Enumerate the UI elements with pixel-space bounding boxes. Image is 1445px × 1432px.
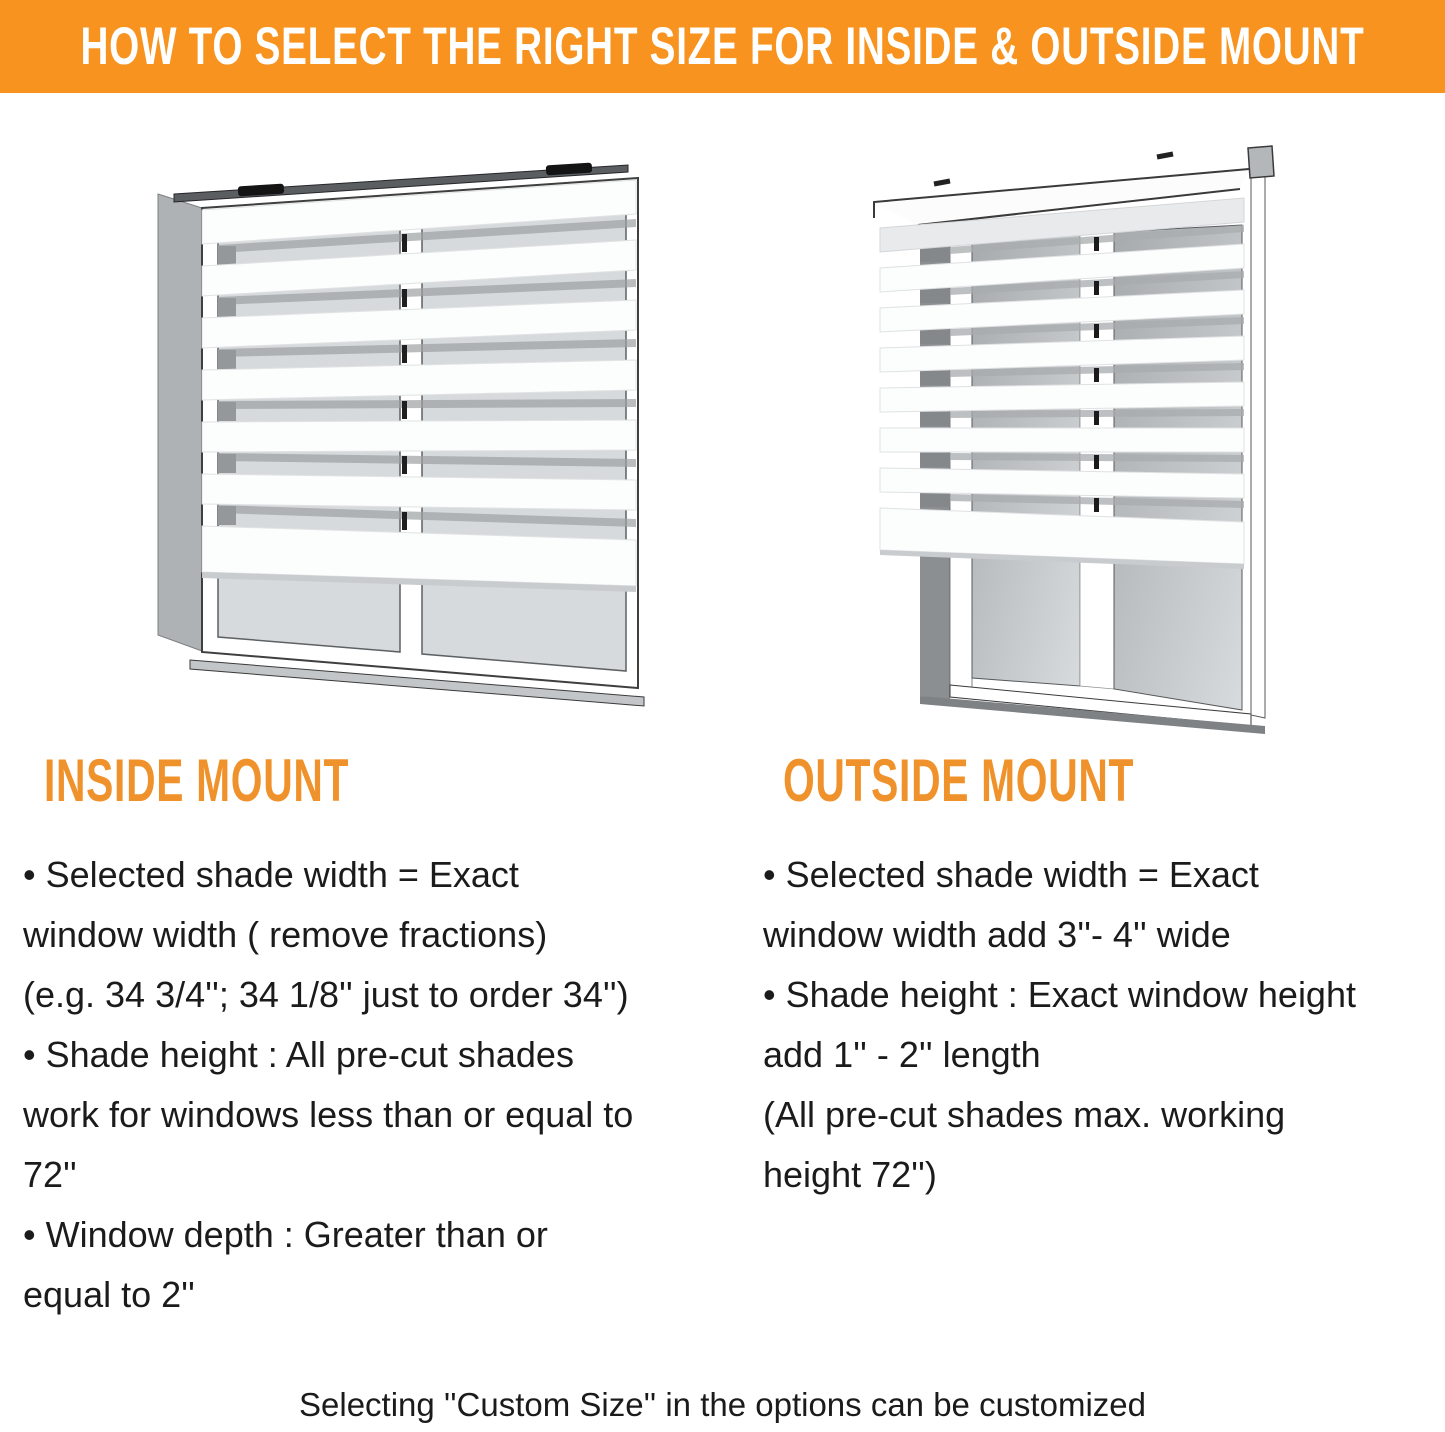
inside-mount-instructions — [23, 845, 715, 1325]
custom-size-note: Selecting ''Custom Size'' in the options can be customized — [299, 1386, 1146, 1423]
instruction-line: • Selected shade width = Exact — [763, 854, 1259, 895]
instruction-line: equal to 2'' — [23, 1274, 195, 1315]
instruction-line: height 72'') — [763, 1154, 937, 1195]
instruction-line: • Shade height : Exact window height — [763, 974, 1356, 1015]
instruction-line: • Window depth : Greater than or — [23, 1214, 548, 1255]
outside-mount-heading: OUTSIDE MOUNT — [783, 747, 1135, 814]
instruction-line: window width add 3''- 4'' wide — [763, 914, 1231, 955]
instruction-line: 72'' — [23, 1154, 77, 1195]
instruction-line: window width ( remove fractions) — [23, 914, 548, 955]
inside-mount-heading: INSIDE MOUNT — [44, 747, 350, 814]
outside-mount-illustration — [858, 140, 1318, 740]
instruction-line: (e.g. 34 3/4''; 34 1/8'' just to order 34'') — [23, 974, 629, 1015]
instruction-line: add 1'' - 2'' length — [763, 1034, 1041, 1075]
outside-mount-instructions — [763, 845, 1445, 1205]
banner-title: HOW TO SELECT THE RIGHT SIZE FOR INSIDE & OUTSIDE MOUNT — [80, 17, 1365, 76]
instruction-line: • Selected shade width = Exact — [23, 854, 519, 895]
outside-mount-window-icon — [858, 140, 1318, 740]
inside-mount-illustration — [150, 148, 650, 718]
banner — [0, 0, 1445, 93]
instruction-line: (All pre-cut shades max. working — [763, 1094, 1286, 1135]
instruction-line: work for windows less than or equal to — [23, 1094, 634, 1135]
inside-mount-window-icon — [150, 148, 650, 718]
instruction-line: • Shade height : All pre-cut shades — [23, 1034, 574, 1075]
